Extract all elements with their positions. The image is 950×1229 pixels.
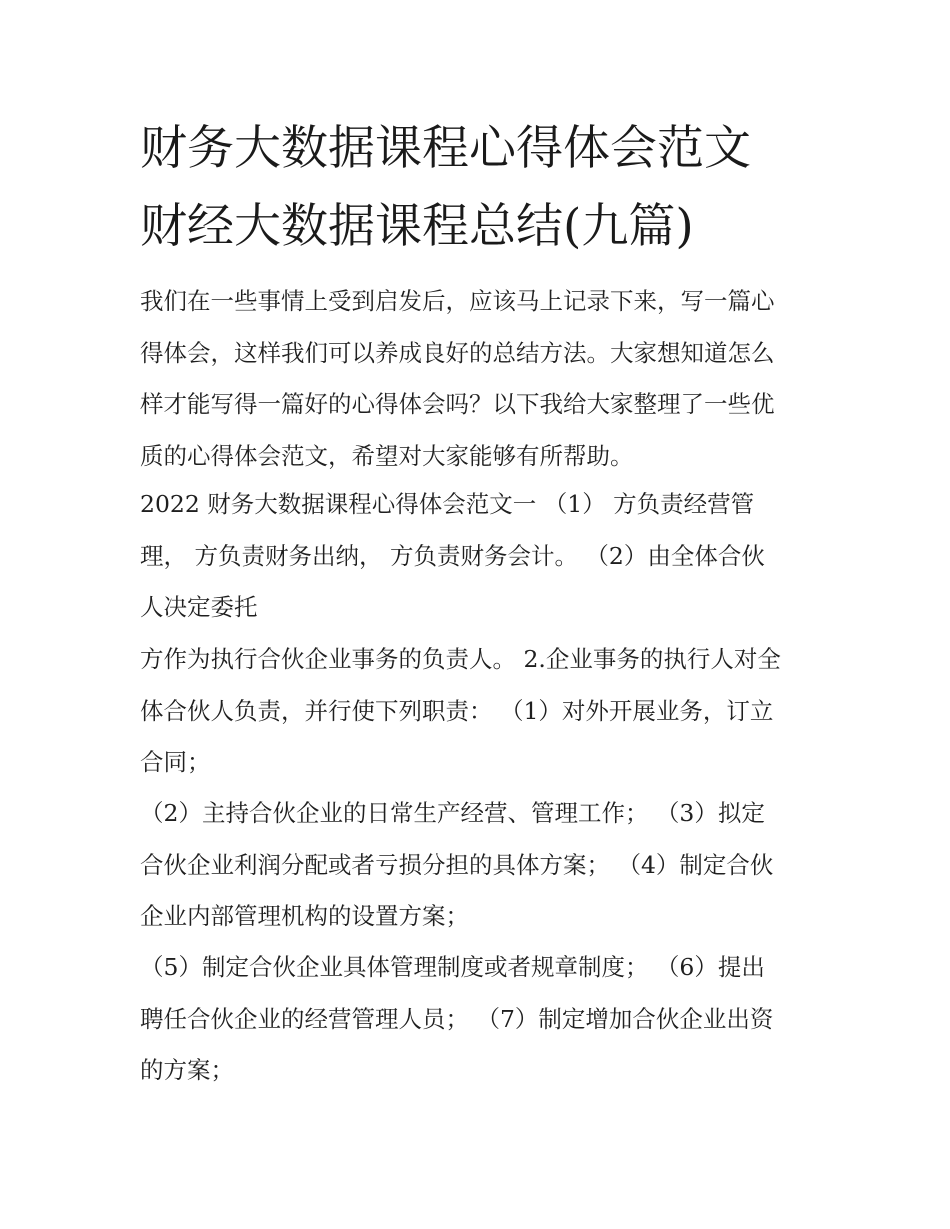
text-line: 体合伙人负责，并行使下列职责： （1）对外开展业务，订立: [140, 696, 774, 725]
body-paragraph: [140, 634, 781, 789]
text-line: 人决定委托: [140, 593, 258, 621]
title-line: 财务大数据课程心得体会范文: [140, 121, 751, 176]
body-paragraph: [140, 788, 773, 943]
text-line: 合同；: [140, 748, 211, 776]
text-line: 质的心得体会范文，希望对大家能够有所帮助。: [140, 441, 634, 470]
body-paragraph: [140, 479, 765, 634]
text-line: 2022 财务大数据课程心得体会范文一 （1） 方负责经营管: [140, 490, 755, 518]
text-line: 企业内部管理机构的设置方案；: [140, 902, 469, 930]
text-line: 的方案；: [140, 1056, 234, 1084]
text-line: （5）制定合伙企业具体管理制度或者规章制度； （6）提出: [140, 953, 765, 981]
title-line: 财经大数据课程总结(九篇): [140, 199, 694, 254]
text-line: 合伙企业利润分配或者亏损分担的具体方案； （4）制定合伙: [140, 850, 774, 879]
body-paragraph: [140, 942, 773, 1097]
text-line: 得体会，这样我们可以养成良好的总结方法。大家想知道怎么: [140, 338, 775, 367]
text-line: 理， 方负责财务出纳， 方负责财务会计。 （2）由全体合伙: [140, 541, 765, 570]
text-line: 方作为执行合伙企业事务的负责人。 2.企业事务的执行人对全: [140, 645, 781, 673]
text-line: 样才能写得一篇好的心得体会吗？以下我给大家整理了一些优: [140, 390, 775, 418]
intro-paragraph: [140, 276, 775, 482]
document-title: [140, 110, 840, 266]
text-line: （2）主持合伙企业的日常生产经营、管理工作； （3）拟定: [140, 799, 765, 827]
text-line: 我们在一些事情上受到启发后，应该马上记录下来，写一篇心: [140, 287, 775, 315]
text-line: 聘任合伙企业的经营管理人员； （7）制定增加合伙企业出资: [140, 1004, 774, 1033]
